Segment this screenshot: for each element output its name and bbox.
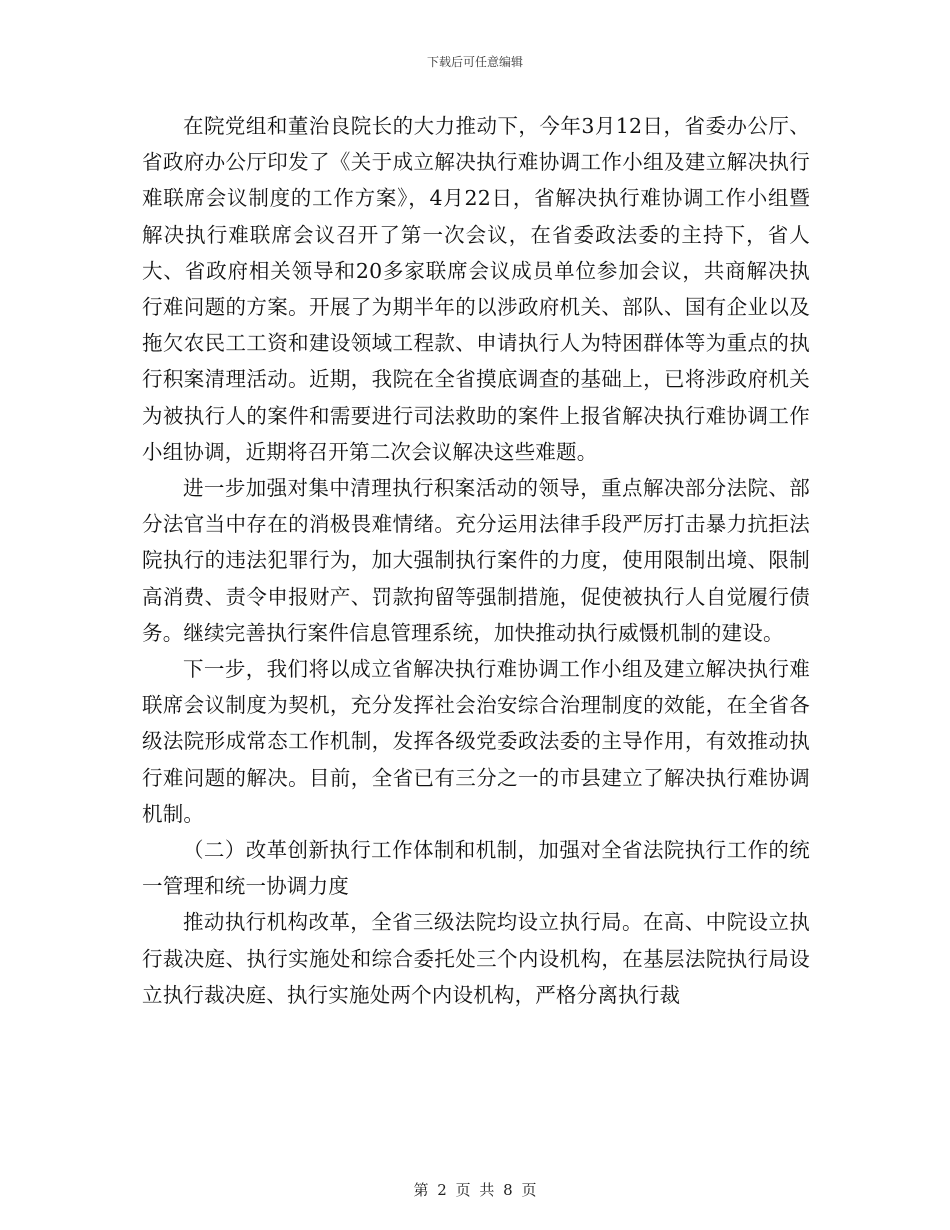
paragraph-1: 在院党组和董治良院长的大力推动下，今年3月12日，省委办公厅、省政府办公厅印发了《关于成立解决执行难协调工作小组及建立解决执行难联席会议制度的工作方案》，4月22日，省解决执行难协调工作小组暨解决执行难联席会议召开了第一次会议，在省委政法委的主持下，省人大、省政府相关领导和20多家联席会议成员单位参加会议，共商解决执行难问题的方案。开展了为期半年的以涉政府机关、部队、国有企业以及拖欠农民工工资和建设领域工程款、申请执行人为特困群体等为重点的执行积案清理活动。近期，我院在全省摸底调查的基础上，已将涉政府机关为被执行人的案件和需要进行司法救助的案件上报省解决执行难协调工作小组协调，近期将召开第二次会议解决这些难题。	[142, 114, 810, 464]
paragraph-2: 进一步加强对集中清理执行积案活动的领导，重点解决部分法院、部分法官当中存在的消极畏难情绪。充分运用法律手段严厉打击暴力抗拒法院执行的违法犯罪行为，加大强制执行案件的力度，使用限制出境、限制高消费、责令申报财产、罚款拘留等强制措施，促使被执行人自觉履行债务。继续完善执行案件信息管理系统，加快推动执行威慑机制的建设。	[142, 476, 810, 645]
page-number: 第 2 页 共 8 页	[413, 1181, 537, 1199]
section-heading: （二）改革创新执行工作体制和机制，加强对全省法院执行工作的统一管理和统一协调力度	[142, 838, 810, 899]
paragraph-3: 下一步，我们将以成立省解决执行难协调工作小组及建立解决执行难联席会议制度为契机，充分发挥社会治安综合治理制度的效能，在全省各级法院形成常态工作机制，发挥各级党委政法委的主导作用，有效推动执行难问题的解决。目前，全省已有三分之一的市县建立了解决执行难协调机制。	[142, 657, 810, 826]
paragraph-4: 推动执行机构改革，全省三级法院均设立执行局。在高、中院设立执行裁决庭、执行实施处和综合委托处三个内设机构，在基层法院执行局设立执行裁决庭、执行实施处两个内设机构，严格分离执行裁	[142, 910, 810, 1007]
page-header: 下载后可任意编辑	[426, 55, 523, 69]
document-body	[142, 108, 810, 1013]
